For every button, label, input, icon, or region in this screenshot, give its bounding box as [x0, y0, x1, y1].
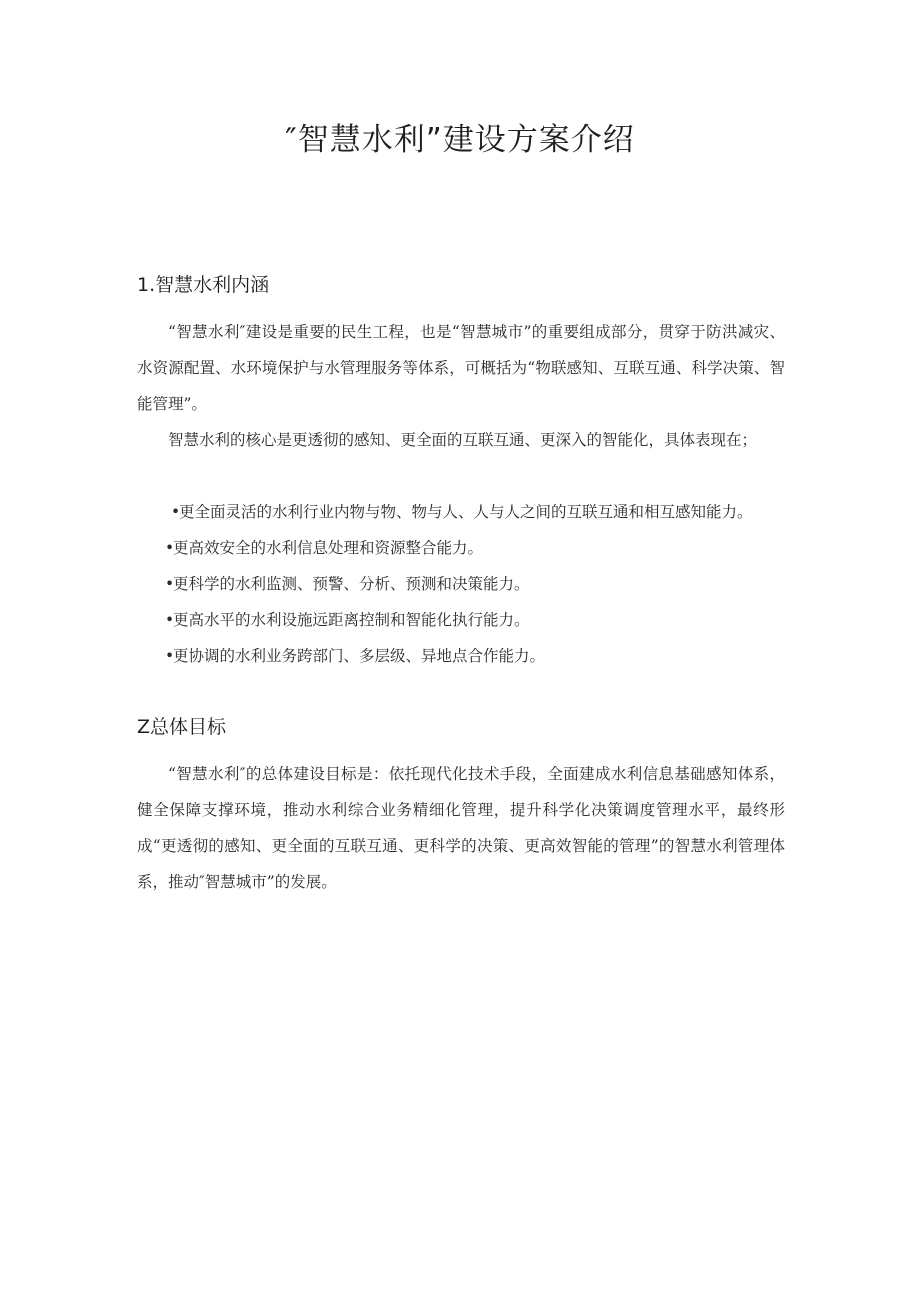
list-item-text: 更科学的水利监测、预警、分析、预测和决策能力。: [173, 575, 530, 593]
list-item: [165, 638, 805, 674]
section-heading-connotation: 1.智慧水利内涵: [137, 274, 270, 296]
paragraph-connotation-intro: “智慧水利″建设是重要的民生工程，也是“智慧城市”的重要组成部分，贯穿于防洪减灾、水资源配置、水环境保护与水管理服务等体系，可概括为“物联感知、互联互通、科学决策、智能管理”。: [137, 323, 785, 413]
bullet-dot: •: [165, 647, 175, 665]
list-item-text: 更高效安全的水利信息处理和资源整合能力。: [173, 539, 484, 557]
list-item-text: 更高水平的水利设施远距离控制和智能化执行能力。: [173, 611, 530, 629]
list-item-text: 更全面灵活的水利行业内物与物、物与人、人与人之间的互联互通和相互感知能力。: [179, 503, 753, 521]
list-item-text: 更协调的水利业务跨部门、多层级、异地点合作能力。: [173, 647, 546, 665]
bullet-dot: •: [171, 503, 181, 521]
bullet-list-capabilities: [165, 494, 805, 674]
paragraph-goals: “智慧水利″的总体建设目标是：依托现代化技术手段，全面建成水利信息基础感知体系，健全保障支撑环境，推动水利综合业务精细化管理，提升科学化决策调度管理水平，最终形成“更透彻的感知、更全面的互联互通、更科学的决策、更高效智能的管理”的智慧水利管理体系，推动″智慧城市”的发展。: [137, 765, 785, 891]
list-item: [165, 494, 805, 530]
list-item: [165, 566, 805, 602]
paragraph-connotation-core: 智慧水利的核心是更透彻的感知、更全面的互联互通、更深入的智能化，具体表现在；: [168, 431, 758, 449]
bullet-dot: •: [165, 539, 175, 557]
list-item: [165, 602, 805, 638]
section-heading-goals: Z总体目标: [137, 716, 227, 738]
bullet-dot: •: [165, 575, 175, 593]
bullet-dot: •: [165, 611, 175, 629]
document-title: ″智慧水利”建设方案介绍: [285, 122, 635, 158]
list-item: [165, 530, 805, 566]
